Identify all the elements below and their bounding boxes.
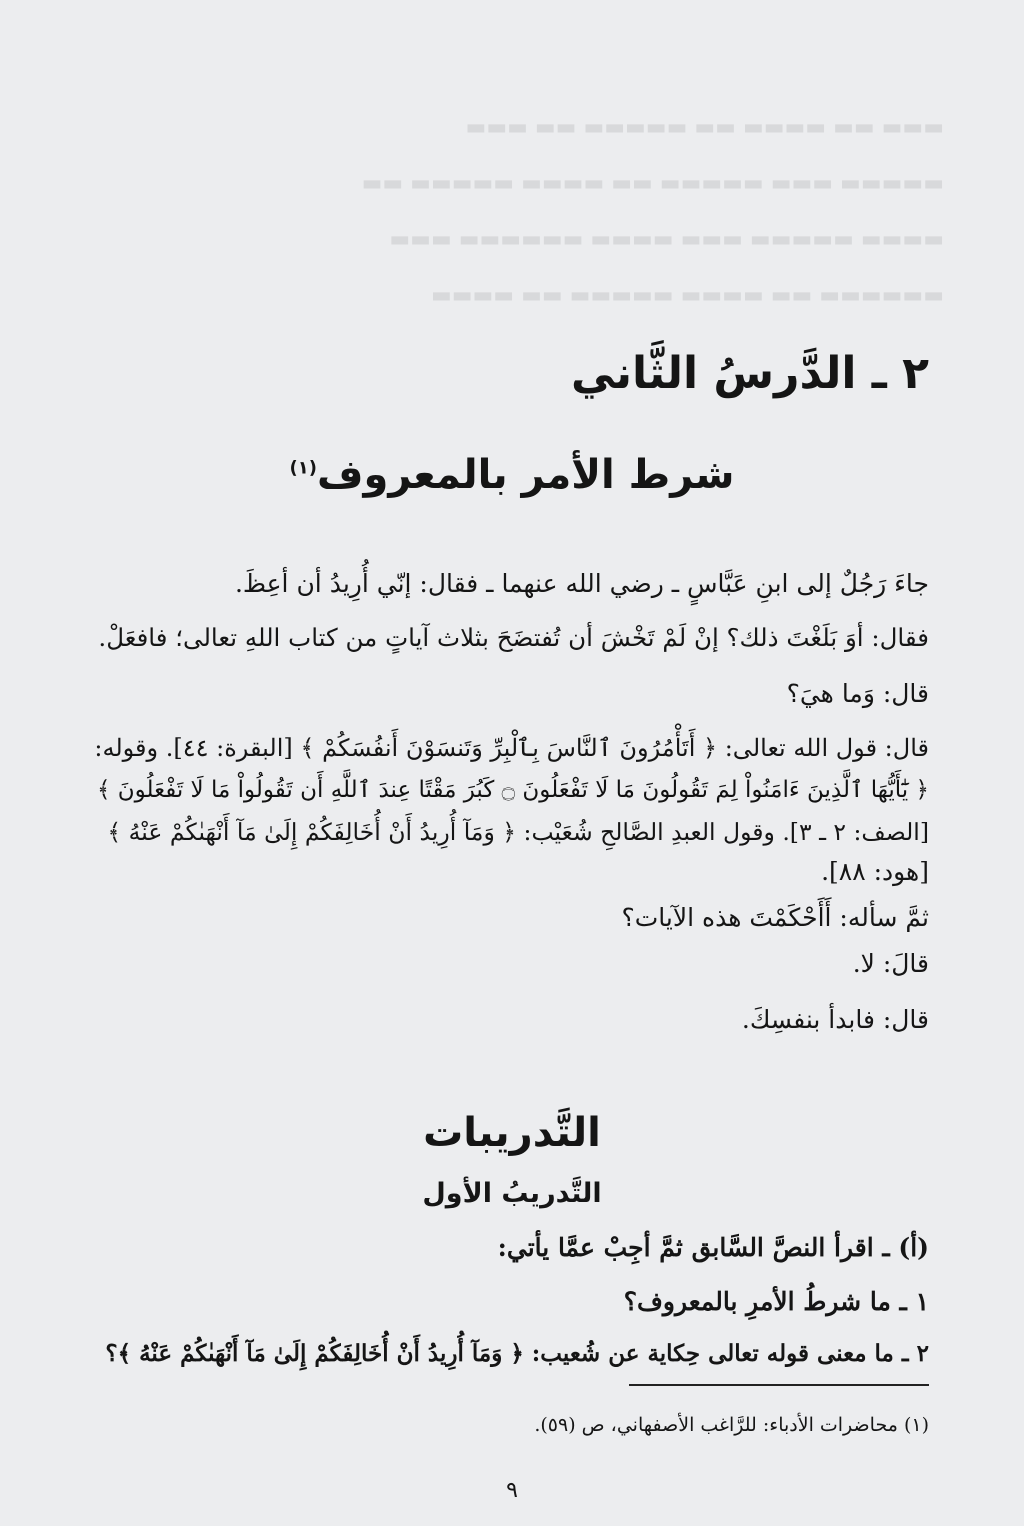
dialogue-line-5: ﴿ يَٰٓأَيُّهَا ٱلَّذِينَ ءَامَنُواْ لِمَ تَقُولُونَ مَا لَا تَفْعَلُونَ ۝ كَبُرَ مَقْتًا عِندَ ٱللَّهِ أَن تَقُولُواْ مَا لَا تَفْعَلُونَ ﴾ — [96, 777, 929, 803]
dialogue-line-4: قال: قول الله تعالى: ﴿ أَتَأْمُرُونَ ٱلنَّاسَ بِٱلْبِرِّ وَتَنسَوْنَ أَنفُسَكُمْ ﴾ [البقرة: ٤٤]. وقوله: — [94, 734, 929, 762]
exercise-line-2: ١ ـ ما شرطُ الأمرِ بالمعروف؟ — [623, 1287, 929, 1316]
lesson-heading: ٢ ـ الدَّرسُ الثَّاني — [570, 348, 929, 399]
exercise-line-1: (أ) ـ اقرأ النصَّ السَّابق ثمَّ أجِبْ عمَّا يأتي: — [497, 1233, 929, 1262]
dialogue-line-6: [الصف: ٢ ـ ٣]. وقول العبدِ الصَّالحِ شُعَيْب: ﴿ وَمَآ أُرِيدُ أَنْ أُخَالِفَكُمْ إِلَىٰ مَآ أَنْهَىٰكُمْ عَنْهُ ﴾ — [107, 818, 929, 846]
footnote: (١) محاضرات الأدباء: للرَّاغب الأصفهاني، ص (٥٩). — [534, 1414, 929, 1436]
dialogue-line-1: جاءَ رَجُلٌ إلى ابنِ عَبَّاسٍ ـ رضي الله عنهما ـ فقال: إنّي أُرِيدُ أن أعِظَ. — [234, 569, 929, 598]
title-text: شرط الأمر بالمعروف — [317, 452, 735, 498]
dialogue-line-10: قال: فابدأ بنفسِكَ. — [741, 1005, 929, 1034]
dialogue-line-8: ثمَّ سأله: أَأَحْكَمْتَ هذه الآيات؟ — [621, 903, 929, 932]
exercises-heading: التَّدريبات — [423, 1110, 601, 1156]
dialogue-line-9: قالَ: لا. — [852, 949, 929, 978]
dialogue-line-3: قال: وَما هيَ؟ — [786, 679, 929, 708]
bleed-through-text: ▬▬▬ ▬▬ ▬▬▬▬ ▬▬ ▬▬▬▬▬ ▬▬ ▬▬▬ ▬▬▬▬▬ ▬▬▬ ▬▬▬▬▬ ▬▬ ▬▬▬▬ ▬▬▬▬▬ ▬▬ ▬▬▬▬ ▬▬▬▬▬ ▬▬▬ ▬▬▬▬ ▬▬▬▬▬▬ ▬▬▬ ▬▬▬▬▬▬ ▬▬ ▬▬▬▬ ▬▬▬▬▬ ▬▬ ▬▬▬▬ — [361, 115, 944, 308]
exercise-line-3: ٢ ـ ما معنى قوله تعالى حِكاية عن شُعيب: ﴿ وَمَآ أُرِيدُ أَنْ أُخَالِفَكُمْ إِلَىٰ مَآ أَنْهَىٰكُمْ عَنْهُ ﴾؟ — [105, 1340, 929, 1367]
title-footnote-ref: (١) — [289, 457, 318, 479]
lesson-title — [95, 452, 929, 498]
page-number: ٩ — [506, 1478, 518, 1503]
dialogue-line-2: فقال: أوَ بَلَغْتَ ذلك؟ إنْ لَمْ تَخْشَ أن تُفتضَحَ بثلاث آياتٍ من كتاب اللهِ تعالى؛ فافعَلْ. — [98, 623, 929, 652]
exercise-one-heading: التَّدريبُ الأول — [422, 1178, 602, 1209]
footnote-divider — [629, 1384, 929, 1386]
dialogue-line-7: [هود: ٨٨]. — [821, 857, 929, 886]
